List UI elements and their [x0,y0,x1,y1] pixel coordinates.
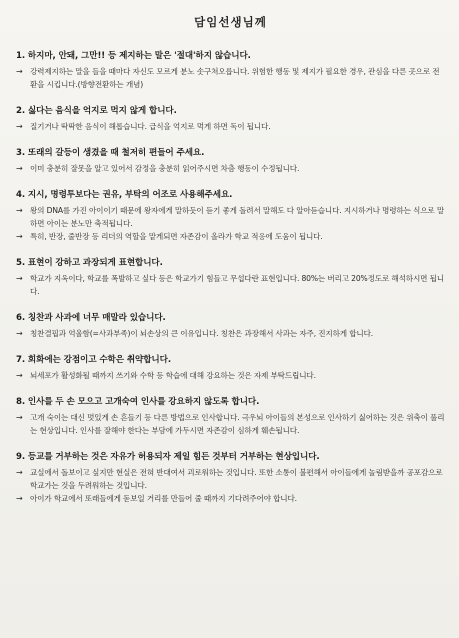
arrow-icon: → [16,413,23,422]
section-heading: 4. 지시, 명령투보다는 권유, 부탁의 어조로 사용해주세요. [16,190,233,200]
section-6 [16,312,445,340]
item-text: 질기거나 딱딱한 음식이 해롭습니다. 급식을 억지로 먹게 하면 독이 됩니다. [30,122,271,131]
section-item [16,120,445,133]
item-text: 왕의 DNA를 가진 아이이기 때문에 왕자에게 말하듯이 듣기 좋게 돌려서 말해도 다 알아듣습니다. 지시하거나 명령하는 식으로 말하면 아이는 분노만 축적됩니다. [30,206,445,228]
section-heading: 6. 칭찬과 사과에 너무 매말라 있습니다. [16,313,166,323]
section-item [16,272,445,298]
arrow-icon: → [16,67,23,76]
section-item [16,411,445,437]
section-heading: 1. 하지마, 안돼, 그만!! 등 제지하는 말은 '절대'하지 않습니다. [16,51,251,61]
section-9 [16,451,445,505]
arrow-icon: → [16,164,23,173]
arrow-icon: → [16,494,23,503]
section-item [16,466,445,492]
section-5 [16,257,445,298]
section-item [16,230,445,243]
section-2 [16,105,445,133]
page-title: 담임선생님께 [194,15,267,29]
item-text: 특히, 반장, 줄반장 등 리더의 역할을 맡게되면 자존감이 올라가 학교 적응에 도움이 됩니다. [30,232,323,241]
section-heading: 5. 표현이 강하고 과장되게 표현합니다. [16,258,163,268]
section-item [16,65,445,91]
item-text: 고개 숙이는 대신 멋있게 손 흔들기 등 다른 방법으로 인사합니다. 극우뇌 아이들의 본성으로 인사하기 싫어하는 것은 위축이 풀리는 현상입니다. 인사를 잘해야 한다는 부담에 가두시면 자존감이 심하게 훼손됩니다. [30,413,445,435]
section-heading: 3. 또래의 갈등이 생겼을 때 철저히 편들어 주세요. [16,148,205,158]
item-text: 교실에서 돌보이고 싶지만 현실은 전혀 반대여서 괴로워하는 것입니다. 또한 소통이 불편해서 아이들에게 놀림받을까 공포감으로 학교가는 것을 두려워하는 것입니다. [30,468,443,490]
item-text: 아이가 학교에서 또래들에게 돋보일 거리를 만들어 줄 때까지 기다려주어야 합니다. [30,494,297,503]
section-3 [16,147,445,175]
section-item [16,162,445,175]
arrow-icon: → [16,232,23,241]
section-heading: 8. 인사를 두 손 모으고 고개숙여 인사를 강요하지 않도록 합니다. [16,397,260,407]
arrow-icon: → [16,206,23,215]
arrow-icon: → [16,329,23,338]
arrow-icon: → [16,468,23,477]
section-8 [16,396,445,437]
item-text: 칭찬결핍과 억울함(=사과부족)이 뇌손상의 큰 이유입니다. 칭찬은 과장해서 사과는 자주, 진지하게 합니다. [30,329,374,338]
section-heading: 9. 등교를 거부하는 것은 자유가 허용되자 제일 힘든 것부터 거부하는 현상입니다. [16,452,320,462]
item-text: 학교가 지옥이다, 학교를 폭발하고 싶다 등은 학교가기 힘들고 무섭다란 표현입니다. 80%는 버리고 20%정도로 해석하시면 됩니다. [30,274,444,296]
section-heading: 2. 싫다는 음식을 억지로 먹지 않게 합니다. [16,106,177,116]
section-4 [16,189,445,243]
section-1 [16,50,445,91]
item-text: 강력제지하는 말을 들을 때마다 자신도 모르게 분노 솟구쳐오릅니다. 위험한 행동 및 제지가 필요한 경우, 관심을 다른 곳으로 전환을 시킵니다.(방향전환하는 개념) [30,67,440,89]
section-7 [16,354,445,382]
section-item [16,492,445,505]
arrow-icon: → [16,122,23,131]
item-text: 이미 충분히 잘못을 알고 있어서 감정을 충분히 읽어주시면 차츰 행동이 수정됩니다. [30,164,300,173]
section-item [16,327,445,340]
arrow-icon: → [16,274,23,283]
section-item [16,369,445,382]
item-text: 뇌세포가 활성화될 때까지 쓰기와 수학 등 학습에 대해 강요하는 것은 자제 부탁드립니다. [30,371,316,380]
arrow-icon: → [16,371,23,380]
section-item [16,204,445,230]
section-heading: 7. 회화에는 강점이고 수학은 취약합니다. [16,355,172,365]
